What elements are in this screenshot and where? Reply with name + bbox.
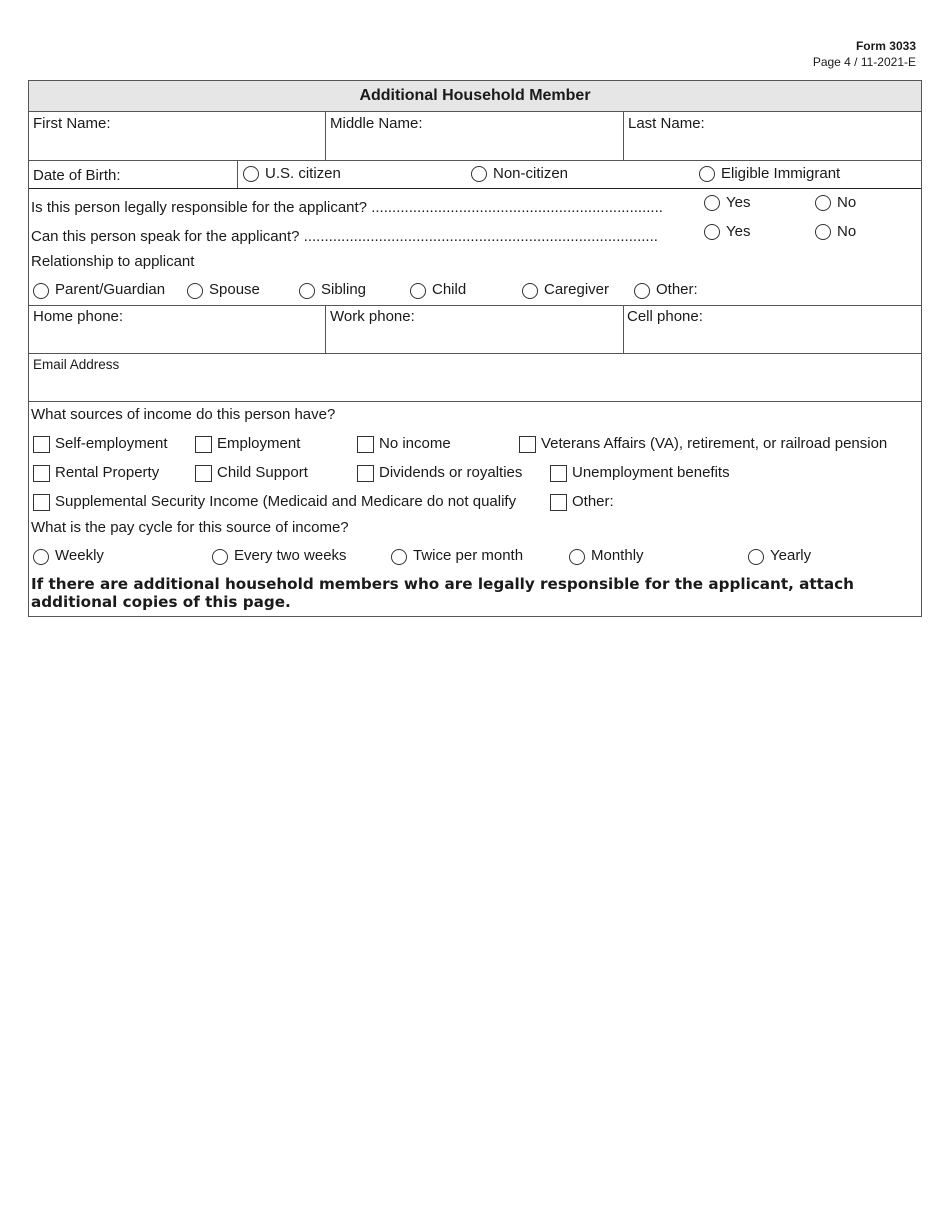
unemployment-benefits-label: Unemployment benefits bbox=[572, 464, 730, 481]
rental-property-label: Rental Property bbox=[55, 464, 160, 481]
speak-for-yes-label: Yes bbox=[726, 223, 751, 240]
divider bbox=[29, 305, 921, 306]
speak-for-no-radio[interactable] bbox=[815, 224, 831, 240]
child-support-label: Child Support bbox=[217, 464, 308, 481]
email-address-label: Email Address bbox=[33, 357, 120, 372]
divider bbox=[325, 305, 326, 353]
divider bbox=[325, 112, 326, 160]
first-name-label: First Name: bbox=[33, 115, 111, 132]
pay-cycle-weekly-radio[interactable] bbox=[33, 549, 49, 565]
divider bbox=[623, 305, 624, 353]
relationship-label: Relationship to applicant bbox=[31, 253, 195, 270]
relationship-parent-label: Parent/Guardian bbox=[55, 281, 166, 298]
legally-responsible-no-radio[interactable] bbox=[815, 195, 831, 211]
other-income-label: Other: bbox=[572, 493, 614, 510]
last-name-label: Last Name: bbox=[628, 115, 705, 132]
additional-members-note: If there are additional household members who are legally responsible for the applicant, attach additional copies of this page. bbox=[31, 575, 854, 611]
page-info: Page 4 / 11-2021-E bbox=[812, 55, 916, 69]
relationship-caregiver-radio[interactable] bbox=[522, 283, 538, 299]
no-income-label: No income bbox=[379, 435, 451, 452]
pay-cycle-monthly-radio[interactable] bbox=[569, 549, 585, 565]
ssi-label: Supplemental Security Income (Medicaid and Medicare do not qualify bbox=[55, 493, 517, 510]
relationship-sibling-radio[interactable] bbox=[299, 283, 315, 299]
household-member-form bbox=[28, 80, 922, 617]
date-of-birth-label: Date of Birth: bbox=[33, 167, 121, 184]
speak-for-no-label: No bbox=[837, 223, 857, 240]
home-phone-label: Home phone: bbox=[33, 308, 124, 325]
veterans-affairs-label: Veterans Affairs (VA), retirement, or railroad pension bbox=[541, 435, 888, 452]
legally-responsible-no-label: No bbox=[837, 194, 857, 211]
cell-phone-label: Cell phone: bbox=[627, 308, 703, 325]
relationship-child-radio[interactable] bbox=[410, 283, 426, 299]
eligible-immigrant-label: Eligible Immigrant bbox=[721, 165, 841, 182]
relationship-spouse-radio[interactable] bbox=[187, 283, 203, 299]
relationship-sibling-label: Sibling bbox=[321, 281, 367, 298]
self-employment-checkbox[interactable] bbox=[33, 436, 50, 453]
divider bbox=[237, 160, 238, 188]
divider bbox=[29, 160, 921, 161]
speak-for-yes-radio[interactable] bbox=[704, 224, 720, 240]
pay-cycle-question: What is the pay cycle for this source of income? bbox=[31, 519, 349, 536]
form-number: Form 3033 bbox=[855, 39, 916, 53]
divider bbox=[29, 353, 921, 354]
eligible-immigrant-radio[interactable] bbox=[699, 166, 715, 182]
relationship-other-label: Other: bbox=[656, 281, 698, 298]
relationship-parent-radio[interactable] bbox=[33, 283, 49, 299]
us-citizen-radio[interactable] bbox=[243, 166, 259, 182]
no-income-checkbox[interactable] bbox=[357, 436, 374, 453]
pay-cycle-twice-monthly-label: Twice per month bbox=[413, 547, 524, 564]
non-citizen-label: Non-citizen bbox=[493, 165, 569, 182]
self-employment-label: Self-employment bbox=[55, 435, 168, 452]
other-income-checkbox[interactable] bbox=[550, 494, 567, 511]
rental-property-checkbox[interactable] bbox=[33, 465, 50, 482]
middle-name-label: Middle Name: bbox=[330, 115, 423, 132]
child-support-checkbox[interactable] bbox=[195, 465, 212, 482]
income-sources-question: What sources of income do this person have? bbox=[31, 406, 336, 423]
dividends-checkbox[interactable] bbox=[357, 465, 374, 482]
dividends-label: Dividends or royalties bbox=[379, 464, 523, 481]
form-header bbox=[813, 38, 916, 70]
pay-cycle-biweekly-radio[interactable] bbox=[212, 549, 228, 565]
work-phone-label: Work phone: bbox=[330, 308, 415, 325]
pay-cycle-twice-monthly-radio[interactable] bbox=[391, 549, 407, 565]
relationship-caregiver-label: Caregiver bbox=[544, 281, 610, 298]
employment-label: Employment bbox=[217, 435, 301, 452]
section-title: Additional Household Member bbox=[29, 81, 921, 112]
ssi-checkbox[interactable] bbox=[33, 494, 50, 511]
legally-responsible-question: Is this person legally responsible for the applicant? ...................................................................... bbox=[31, 199, 663, 216]
us-citizen-label: U.S. citizen bbox=[265, 165, 341, 182]
divider bbox=[29, 401, 921, 402]
legally-responsible-yes-radio[interactable] bbox=[704, 195, 720, 211]
unemployment-benefits-checkbox[interactable] bbox=[550, 465, 567, 482]
speak-for-question: Can this person speak for the applicant? ..................................................................................... bbox=[31, 228, 658, 245]
divider bbox=[623, 112, 624, 160]
veterans-affairs-checkbox[interactable] bbox=[519, 436, 536, 453]
pay-cycle-biweekly-label: Every two weeks bbox=[234, 547, 347, 564]
employment-checkbox[interactable] bbox=[195, 436, 212, 453]
relationship-child-label: Child bbox=[432, 281, 467, 298]
relationship-spouse-label: Spouse bbox=[209, 281, 260, 298]
pay-cycle-monthly-label: Monthly bbox=[591, 547, 644, 564]
pay-cycle-weekly-label: Weekly bbox=[55, 547, 104, 564]
non-citizen-radio[interactable] bbox=[471, 166, 487, 182]
relationship-other-radio[interactable] bbox=[634, 283, 650, 299]
pay-cycle-yearly-radio[interactable] bbox=[748, 549, 764, 565]
divider bbox=[29, 188, 921, 189]
legally-responsible-yes-label: Yes bbox=[726, 194, 751, 211]
pay-cycle-yearly-label: Yearly bbox=[770, 547, 812, 564]
